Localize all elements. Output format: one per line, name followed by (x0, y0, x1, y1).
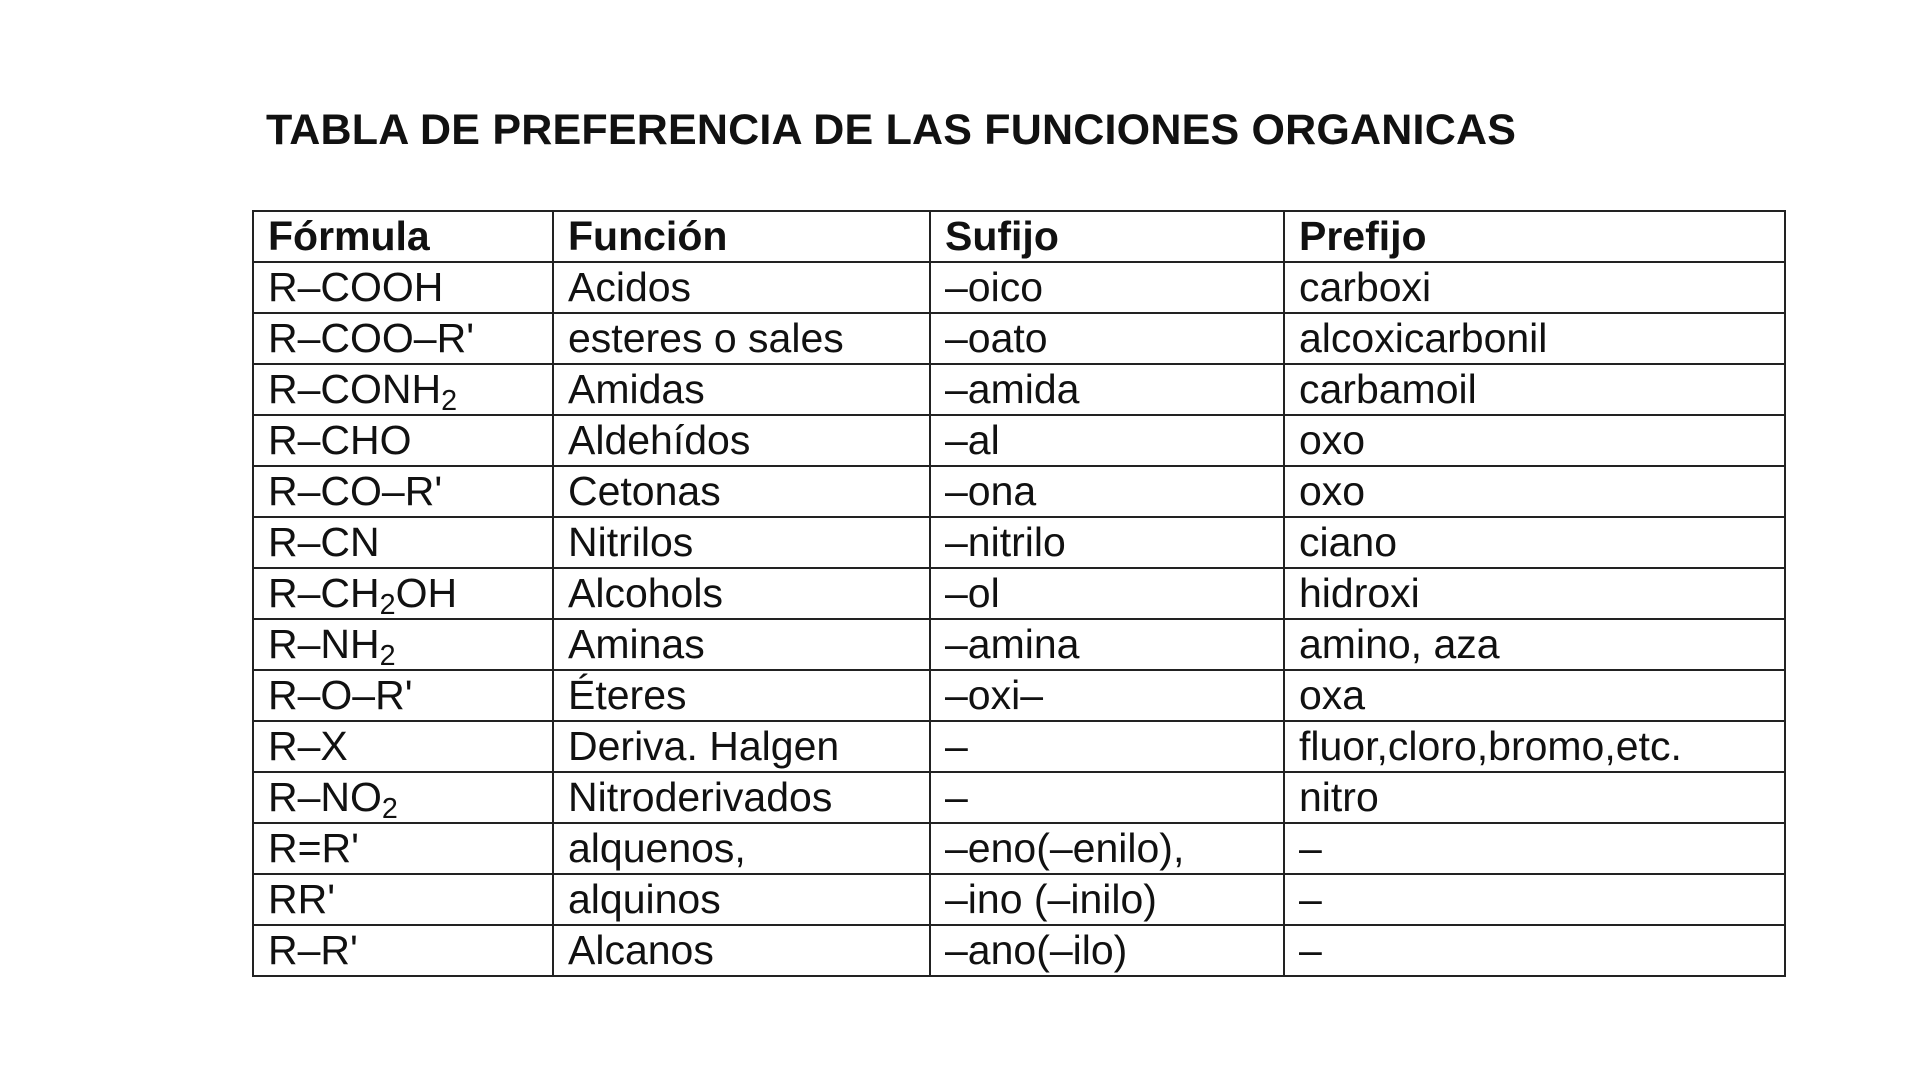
header-prefijo: Prefijo (1284, 211, 1785, 262)
formula-base: R–O–R' (268, 672, 413, 718)
cell-formula (253, 772, 553, 823)
table-row (253, 670, 1785, 721)
cell-funcion: alquinos (553, 874, 930, 925)
cell-funcion: Alcanos (553, 925, 930, 976)
cell-funcion: alquenos, (553, 823, 930, 874)
cell-sufijo: –amina (930, 619, 1284, 670)
cell-formula (253, 313, 553, 364)
table-row (253, 874, 1785, 925)
cell-formula (253, 619, 553, 670)
cell-funcion: Deriva. Halgen (553, 721, 930, 772)
cell-sufijo: – (930, 772, 1284, 823)
formula-subscript: 2 (379, 589, 396, 619)
cell-funcion: Nitroderivados (553, 772, 930, 823)
formula-base: R–CHO (268, 417, 412, 463)
formula-tail: OH (395, 570, 458, 616)
cell-formula (253, 364, 553, 415)
formula-base: R–CN (268, 519, 380, 565)
formula-subscript: 2 (441, 385, 458, 415)
cell-formula (253, 466, 553, 517)
cell-sufijo: –nitrilo (930, 517, 1284, 568)
table-row (253, 721, 1785, 772)
cell-prefijo: nitro (1284, 772, 1785, 823)
cell-sufijo: –ino (–inilo) (930, 874, 1284, 925)
cell-sufijo: –ona (930, 466, 1284, 517)
table-row (253, 619, 1785, 670)
header-sufijo: Sufijo (930, 211, 1284, 262)
table-row (253, 364, 1785, 415)
formula-base: R–CONH (268, 366, 442, 412)
header-formula: Fórmula (253, 211, 553, 262)
cell-formula (253, 415, 553, 466)
formula-base: R–NH (268, 621, 380, 667)
cell-formula (253, 721, 553, 772)
cell-prefijo: carbamoil (1284, 364, 1785, 415)
cell-sufijo: –oato (930, 313, 1284, 364)
cell-formula (253, 517, 553, 568)
cell-prefijo: – (1284, 874, 1785, 925)
formula-base: R=R' (268, 825, 359, 871)
functional-groups-table (252, 210, 1786, 977)
cell-formula (253, 874, 553, 925)
formula-base: R–NO (268, 774, 382, 820)
cell-funcion: Acidos (553, 262, 930, 313)
cell-funcion: Cetonas (553, 466, 930, 517)
cell-prefijo: oxo (1284, 466, 1785, 517)
table-row (253, 313, 1785, 364)
cell-sufijo: –ano(–ilo) (930, 925, 1284, 976)
formula-base: RR' (268, 876, 336, 922)
cell-prefijo: alcoxicarbonil (1284, 313, 1785, 364)
cell-formula (253, 568, 553, 619)
cell-sufijo: –oxi– (930, 670, 1284, 721)
cell-prefijo: oxo (1284, 415, 1785, 466)
formula-base: R–CH (268, 570, 380, 616)
table-row (253, 823, 1785, 874)
table-row (253, 415, 1785, 466)
cell-formula (253, 925, 553, 976)
table-row (253, 925, 1785, 976)
cell-sufijo: –eno(–enilo), (930, 823, 1284, 874)
formula-subscript: 2 (381, 793, 398, 823)
table-row (253, 262, 1785, 313)
cell-formula (253, 670, 553, 721)
cell-prefijo: carboxi (1284, 262, 1785, 313)
table-row (253, 568, 1785, 619)
table-row (253, 772, 1785, 823)
cell-funcion: Aminas (553, 619, 930, 670)
cell-funcion: esteres o sales (553, 313, 930, 364)
formula-base: R–R' (268, 927, 358, 973)
table-body (253, 262, 1785, 976)
cell-funcion: Alcohols (553, 568, 930, 619)
cell-funcion: Éteres (553, 670, 930, 721)
cell-funcion: Nitrilos (553, 517, 930, 568)
cell-prefijo: – (1284, 925, 1785, 976)
header-funcion: Función (553, 211, 930, 262)
table-row (253, 517, 1785, 568)
formula-base: R–X (268, 723, 348, 769)
cell-prefijo: amino, aza (1284, 619, 1785, 670)
formula-base: R–COO–R' (268, 315, 475, 361)
cell-sufijo: – (930, 721, 1284, 772)
cell-formula (253, 262, 553, 313)
cell-prefijo: hidroxi (1284, 568, 1785, 619)
cell-sufijo: –ol (930, 568, 1284, 619)
cell-sufijo: –oico (930, 262, 1284, 313)
formula-subscript: 2 (379, 640, 396, 670)
cell-sufijo: –al (930, 415, 1284, 466)
table-row (253, 466, 1785, 517)
formula-base: R–CO–R' (268, 468, 443, 514)
cell-funcion: Amidas (553, 364, 930, 415)
cell-prefijo: – (1284, 823, 1785, 874)
cell-prefijo: ciano (1284, 517, 1785, 568)
cell-prefijo: oxa (1284, 670, 1785, 721)
cell-prefijo: fluor,cloro,bromo,etc. (1284, 721, 1785, 772)
formula-base: R–COOH (268, 264, 444, 310)
cell-formula (253, 823, 553, 874)
document-title: TABLA DE PREFERENCIA DE LAS FUNCIONES ORGANICAS (266, 106, 1517, 154)
table-header-row (253, 211, 1785, 262)
cell-sufijo: –amida (930, 364, 1284, 415)
cell-funcion: Aldehídos (553, 415, 930, 466)
